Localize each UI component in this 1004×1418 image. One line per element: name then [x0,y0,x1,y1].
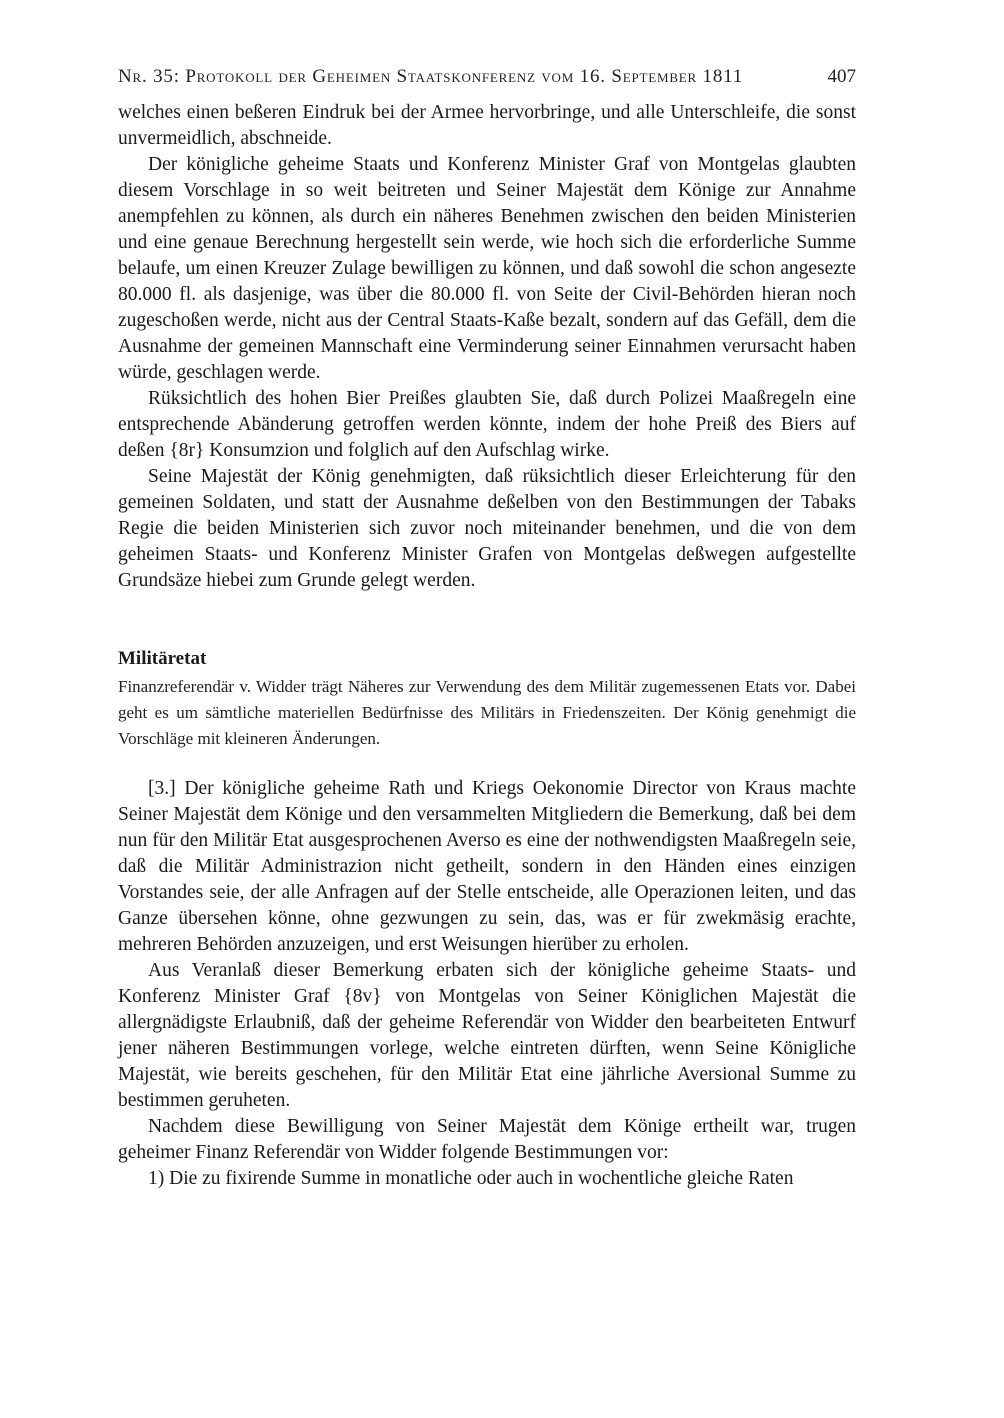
body-text-bottom [118,776,856,1192]
section-heading: Militäretat [118,648,207,669]
paragraph: Seine Majestät der König genehmigten, daß rüksichtlich dieser Erleichterung für den gemeinen Soldaten, und statt der Ausnahme deßelben von den Bestimmungen der Tabaks Regie die beiden Ministerien sich zuvor noch miteinander benehmen, und die von dem geheimen Staats- und Konferenz Minister Grafen von Montgelas deßwegen aufgestellte Grundsäze hiebei zum Grunde gelegt werden. [118,466,856,591]
paragraph: Rüksichtlich des hohen Bier Preißes glaubten Sie, daß durch Polizei Maaßregeln eine entsprechende Abänderung getroffen werden könnte, indem der hohe Preiß des Biers auf deßen {8r} Konsumzion und folglich auf den Aufschlag wirke. [118,388,856,461]
running-header-title: Nr. 35: Protokoll der Geheimen Staatskonferenz vom 16. September 1811 [118,66,744,87]
paragraph: [3.] Der königliche geheime Rath und Kriegs Oekonomie Director von Kraus machte Seiner Majestät dem Könige und den versammelten Mitgliedern die Bemerkung, daß bei dem nun für den Militär Etat ausgesprochenen Averso es eine der nothwendigsten Maaßregeln seie, daß die Militär Administrazion nicht getheilt, sondern in den Händen eines einzigen Vorstandes seie, der alle Anfragen auf der Stelle entscheide, alle Operazionen leiten, und das Ganze übersehen könne, ohne gezwungen zu sein, das, was er für zwekmäsig erachte, mehreren Behörden anzuzeigen, und erst Weisungen hierüber zu erholen. [118,778,856,955]
section-summary: Finanzreferendär v. Widder trägt Näheres zur Verwendung des dem Militär zugemessenen Etats vor. Dabei geht es um sämtliche materiellen Bedürfnisse des Militärs in Friedenszeiten. Der König genehmigt die Vorschläge mit kleineren Änderungen. [118,677,856,748]
paragraph: Aus Veranlaß dieser Bemerkung erbaten sich der königliche geheime Staats- und Konferenz Minister Graf {8v} von Montgelas von Seiner Königlichen Majestät die allergnädigste Erlaubniß, daß der geheime Referendär von Widder den bearbeiteten Entwurf jener näheren Bestimmungen vorlege, welche eintreten dürften, wenn Seine Königliche Majestät, wie bereits geschehen, für den Militär Etat eine jährliche Aversional Summe zu bestimmen geruheten. [118,960,856,1111]
paragraph: Nachdem diese Bewilligung von Seiner Majestät dem Könige ertheilt war, trugen geheimer Finanz Referendär von Widder folgende Bestimmungen vor: [118,1116,856,1163]
page-number: 407 [827,66,856,87]
paragraph: 1) Die zu fixirende Summe in monatliche oder auch in wochentliche gleiche Raten [148,1168,794,1189]
paragraph: welches einen beßeren Eindruk bei der Armee hervorbringe, und alle Unterschleife, die sonst unvermeidlich, abschneide. [118,102,856,149]
running-header [118,60,856,100]
document-page [118,60,856,1192]
section-spacer [118,752,856,776]
paragraph: Der königliche geheime Staats und Konferenz Minister Graf von Montgelas glaubten diesem Vorschlage in so weit beitreten und Seiner Majestät dem Könige zur Annahme anempfehlen zu können, als durch ein näheres Benehmen zwischen den beiden Ministerien und eine genaue Berechnung hergestellt sein werde, wie hoch sich die erforderliche Summe belaufe, um einen Kreuzer Zulage bewilligen zu können, und daß sowohl die schon angesezte 80.000 fl. als dasjenige, was über die 80.000 fl. von Seite der Civil-Behörden hieran noch zugeschoßen werde, nicht aus der Central Staats-Kaße bezalt, sondern auf das Gefäll, dem die Ausnahme der gemeinen Mannschaft eine Verminderung seiner Einnahmen verursacht haben würde, geschlagen werde. [118,154,856,383]
body-text-top [118,100,856,594]
